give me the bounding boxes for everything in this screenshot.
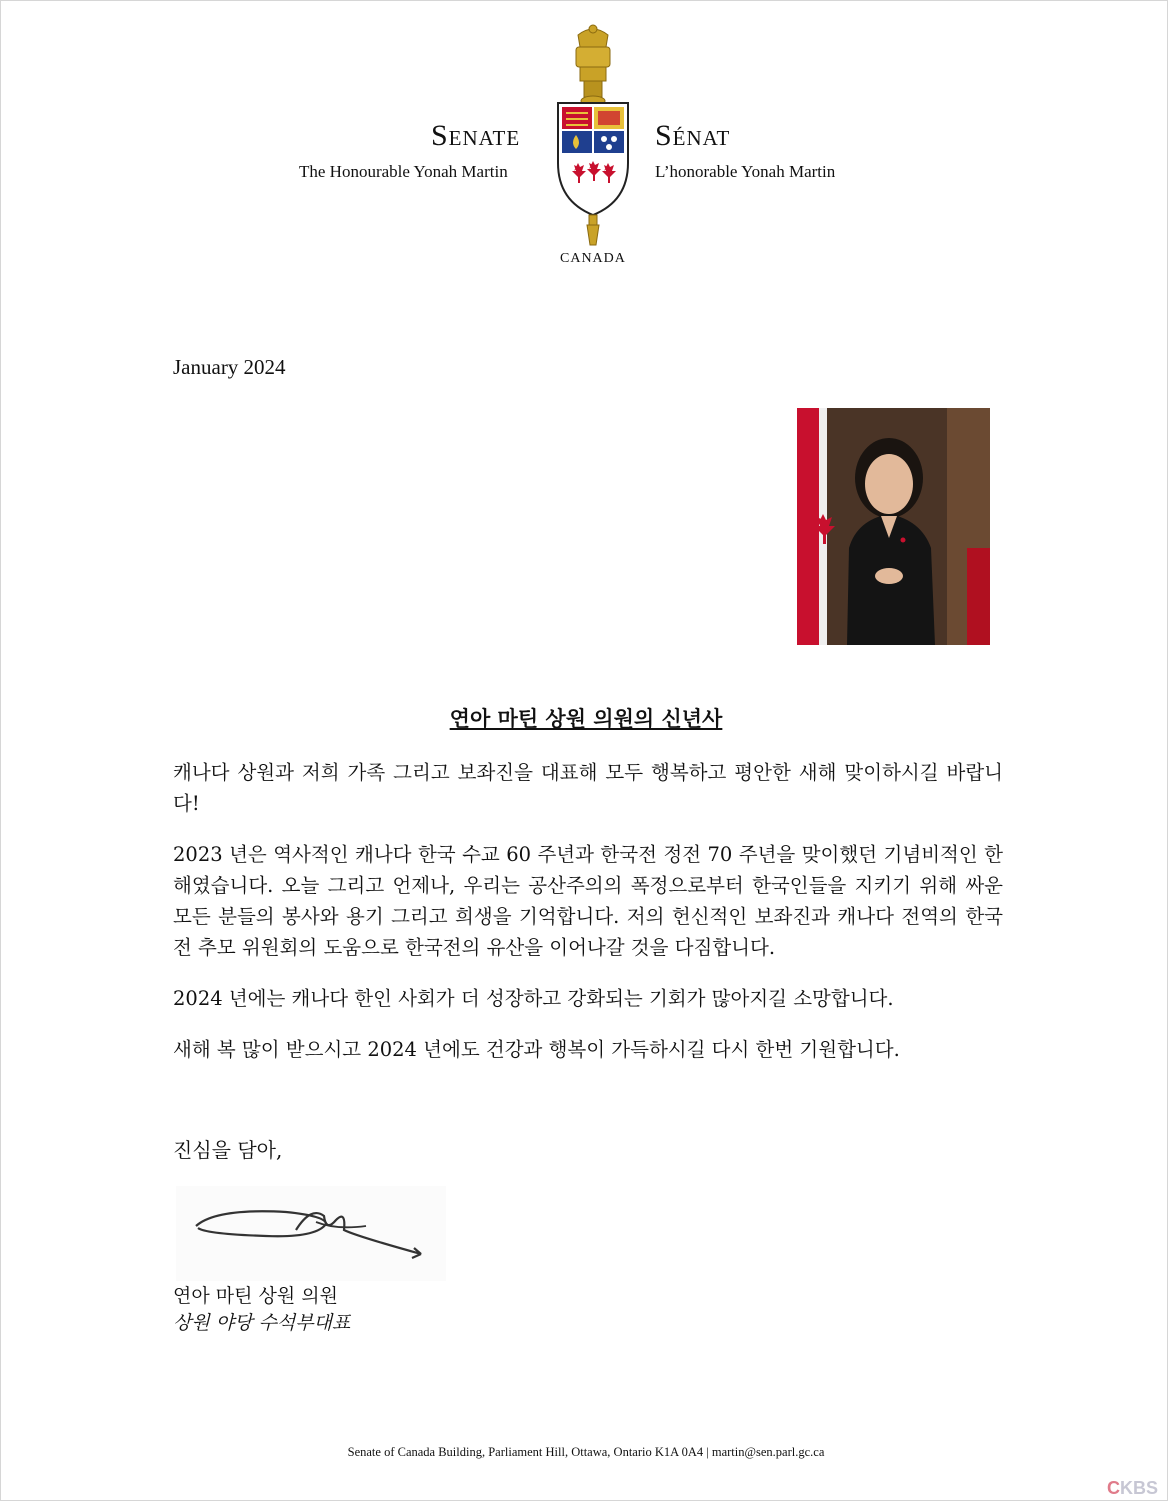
- kbs-watermark: CKBS: [1106, 1478, 1158, 1498]
- senate-fr: Sénat: [655, 119, 731, 152]
- paragraph: 2024 년에는 캐나다 한인 사회가 더 성장하고 강화되는 기회가 많아지길 소망합니다.: [173, 987, 894, 1010]
- paragraph: 캐나다 상원과 저희 가족 그리고 보좌진을 대표해 모두 행복하고 평안한 새해 맞이하시길 바랍니다!: [173, 761, 1003, 815]
- country-label: CANADA: [560, 251, 626, 266]
- letterhead: [1, 1, 1170, 281]
- letter-body: [173, 757, 1003, 1085]
- honourable-en: The Honourable Yonah Martin: [299, 162, 508, 181]
- paragraph: 2023 년은 역사적인 캐나다 한국 수교 60 주년과 한국전 정전 70 주년을 맞이했던 기념비적인 한 해였습니다. 오늘 그리고 언제나, 우리는 공산주의의 폭정으로부터 한국인들을 지키기 위해 싸운 모든 분들의 봉사와 용기 그리고 희생을 기억합니다. 저의 헌신적인 보좌진과 캐나다 전역의 한국전 추모 위원회의 도움으로 한국전의 유산을 이어나갈 것을 다짐합니다.: [173, 843, 1003, 959]
- letter-closing: 진심을 담아,: [173, 1138, 283, 1162]
- signature-icon: [176, 1186, 446, 1281]
- senate-mace-crest-icon: [554, 23, 632, 247]
- signer-name: 연아 마틴 상원 의원: [173, 1285, 338, 1307]
- senate-en: Senate: [431, 119, 521, 152]
- portrait-photo: [797, 408, 990, 645]
- letter-title: 연아 마틴 상원 의원의 신년사: [449, 707, 723, 731]
- footer-address: Senate of Canada Building, Parliament Hill, Ottawa, Ontario K1A 0A4 | martin@sen.parl.gc.ca: [347, 1445, 825, 1459]
- signer-title: 상원 야당 수석부대표: [173, 1312, 351, 1334]
- letter-date: January 2024: [173, 355, 286, 379]
- honourable-fr: L’honorable Yonah Martin: [655, 162, 836, 181]
- paragraph: 새해 복 많이 받으시고 2024 년에도 건강과 행복이 가득하시길 다시 한번 기원합니다.: [173, 1038, 900, 1061]
